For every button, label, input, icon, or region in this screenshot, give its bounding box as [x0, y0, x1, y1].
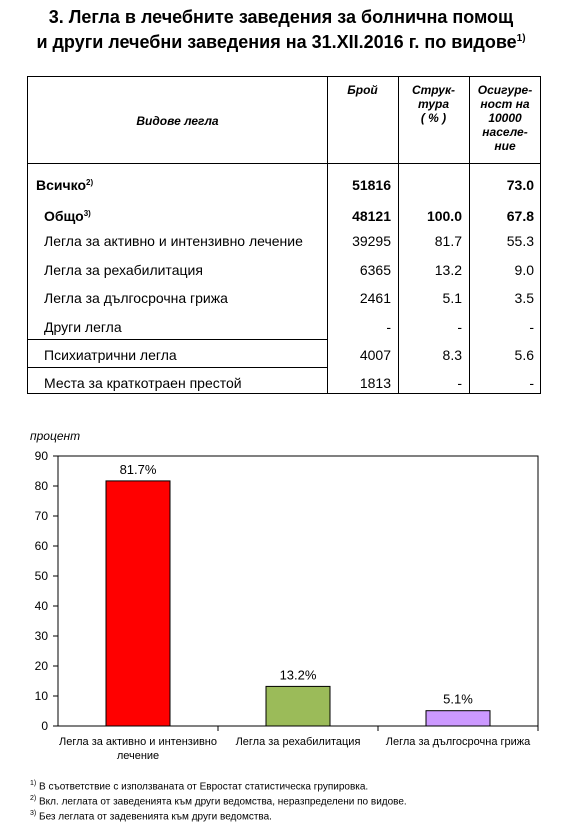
- row-label-text: Общо: [44, 208, 84, 224]
- row-coverage: 3.5: [514, 290, 534, 306]
- x-tick-label-line: Легла за дългосрочна грижа: [385, 736, 531, 748]
- row-label-other: Други легла: [44, 319, 122, 335]
- row-coverage: 73.0: [506, 177, 534, 193]
- y-axis-label: процент: [30, 429, 81, 443]
- footnote-marker: 1): [30, 780, 37, 787]
- header-structure-line: Струк-: [411, 83, 456, 97]
- row-count: 1813: [359, 375, 391, 391]
- row-coverage: 9.0: [514, 262, 534, 278]
- row-coverage: -: [529, 375, 534, 391]
- footnote-1: [30, 777, 368, 793]
- footnote-2: [30, 792, 407, 808]
- y-tick-label: 50: [34, 569, 48, 583]
- row-count: 6365: [359, 262, 391, 278]
- header-structure-line: ( % ): [420, 111, 447, 125]
- row-coverage: 67.8: [506, 208, 534, 224]
- page-title: [0, 6, 562, 53]
- header-coverage-line: 10000: [488, 111, 522, 125]
- row-label-longterm: Легла за дългосрочна грижа: [44, 290, 228, 306]
- row-label-short-stay: Места за краткотраен престой: [44, 375, 242, 391]
- header-structure-line: тура: [417, 97, 450, 111]
- row-label-rehab: Легла за рехабилитация: [44, 262, 203, 278]
- table-divider: [28, 339, 327, 340]
- table-header-divider: [28, 163, 540, 164]
- row-count: 39295: [352, 233, 391, 249]
- row-footnote-marker: 2): [86, 178, 94, 187]
- row-count: 51816: [352, 177, 391, 193]
- y-tick-label: 0: [41, 719, 48, 733]
- footnote-3: [30, 807, 272, 823]
- data-label: 5.1%: [443, 691, 473, 707]
- row-structure: -: [457, 319, 462, 335]
- y-tick-label: 70: [34, 509, 48, 523]
- header-coverage-line: населе-: [482, 125, 528, 139]
- header-coverage-line: ние: [494, 139, 516, 153]
- x-tick-label-line: лечение: [116, 750, 160, 762]
- row-count: 4007: [359, 347, 391, 363]
- row-label-general: [44, 208, 91, 224]
- header-structure: [398, 83, 469, 125]
- y-tick-label: 40: [34, 599, 48, 613]
- table-divider: [28, 367, 327, 368]
- header-coverage: [469, 83, 541, 153]
- row-structure: 8.3: [442, 347, 462, 363]
- x-tick-label: [386, 736, 531, 748]
- row-structure: 81.7: [434, 233, 462, 249]
- title-line-2-text: и други лечебни заведения на 31.XII.2016 г. по видове: [36, 32, 517, 52]
- header-bed-types: Видове легла: [136, 114, 219, 128]
- y-tick-label: 90: [34, 449, 48, 463]
- header-coverage-line: ност на: [480, 97, 530, 111]
- row-label-psychiatric: Психиатрични легла: [44, 347, 177, 363]
- row-structure: 5.1: [442, 290, 462, 306]
- x-tick-label: [59, 736, 217, 762]
- bar-chart-svg: [0, 420, 562, 765]
- row-structure: -: [457, 375, 462, 391]
- x-tick-label-line: Легла за активно и интензивно: [59, 736, 217, 748]
- row-structure: 100.0: [426, 208, 462, 224]
- beds-structure-chart: [0, 420, 562, 765]
- beds-table: [27, 76, 541, 394]
- row-coverage: 5.6: [514, 347, 534, 363]
- data-label: 81.7%: [119, 461, 157, 477]
- title-line-1: 3. Легла в лечебните заведения за болнична помощ: [48, 7, 514, 27]
- title-footnote-marker: 1): [516, 33, 526, 44]
- y-tick-label: 20: [34, 659, 48, 673]
- row-count: -: [386, 319, 391, 335]
- footnote-marker: 3): [30, 810, 37, 817]
- row-coverage: -: [529, 319, 534, 335]
- header-coverage-line: Осигуре-: [477, 83, 533, 97]
- header-count: Брой: [347, 83, 378, 97]
- x-tick-label-line: Легла за рехабилитация: [235, 736, 361, 748]
- footnote-marker: 2): [30, 795, 37, 802]
- title-line-2: [0, 28, 562, 53]
- row-structure: 13.2: [434, 262, 462, 278]
- data-label: 13.2%: [279, 667, 317, 683]
- footnote-text: В съответствие с използваната от Евростат статистическа групировка.: [39, 781, 369, 793]
- bar: [106, 481, 170, 726]
- row-count: 2461: [359, 290, 391, 306]
- footnote-text: Без леглата от задевенията към други ведомства.: [39, 811, 272, 823]
- row-label-text: Всичко: [36, 177, 87, 193]
- row-count: 48121: [352, 208, 391, 224]
- y-tick-label: 30: [34, 629, 48, 643]
- y-tick-label: 60: [34, 539, 48, 553]
- y-tick-label: 10: [34, 689, 48, 703]
- x-tick-label: [236, 736, 361, 748]
- row-footnote-marker: 3): [83, 209, 91, 218]
- row-coverage: 55.3: [506, 233, 534, 249]
- bar: [266, 686, 330, 726]
- row-label-active: Легла за активно и интензивно лечение: [44, 233, 303, 249]
- y-tick-label: 80: [34, 479, 48, 493]
- bar: [426, 711, 490, 726]
- row-label-total: [36, 177, 93, 193]
- footnote-text: Вкл. леглата от заведенията към други ведомства, неразпределени по видове.: [39, 796, 407, 808]
